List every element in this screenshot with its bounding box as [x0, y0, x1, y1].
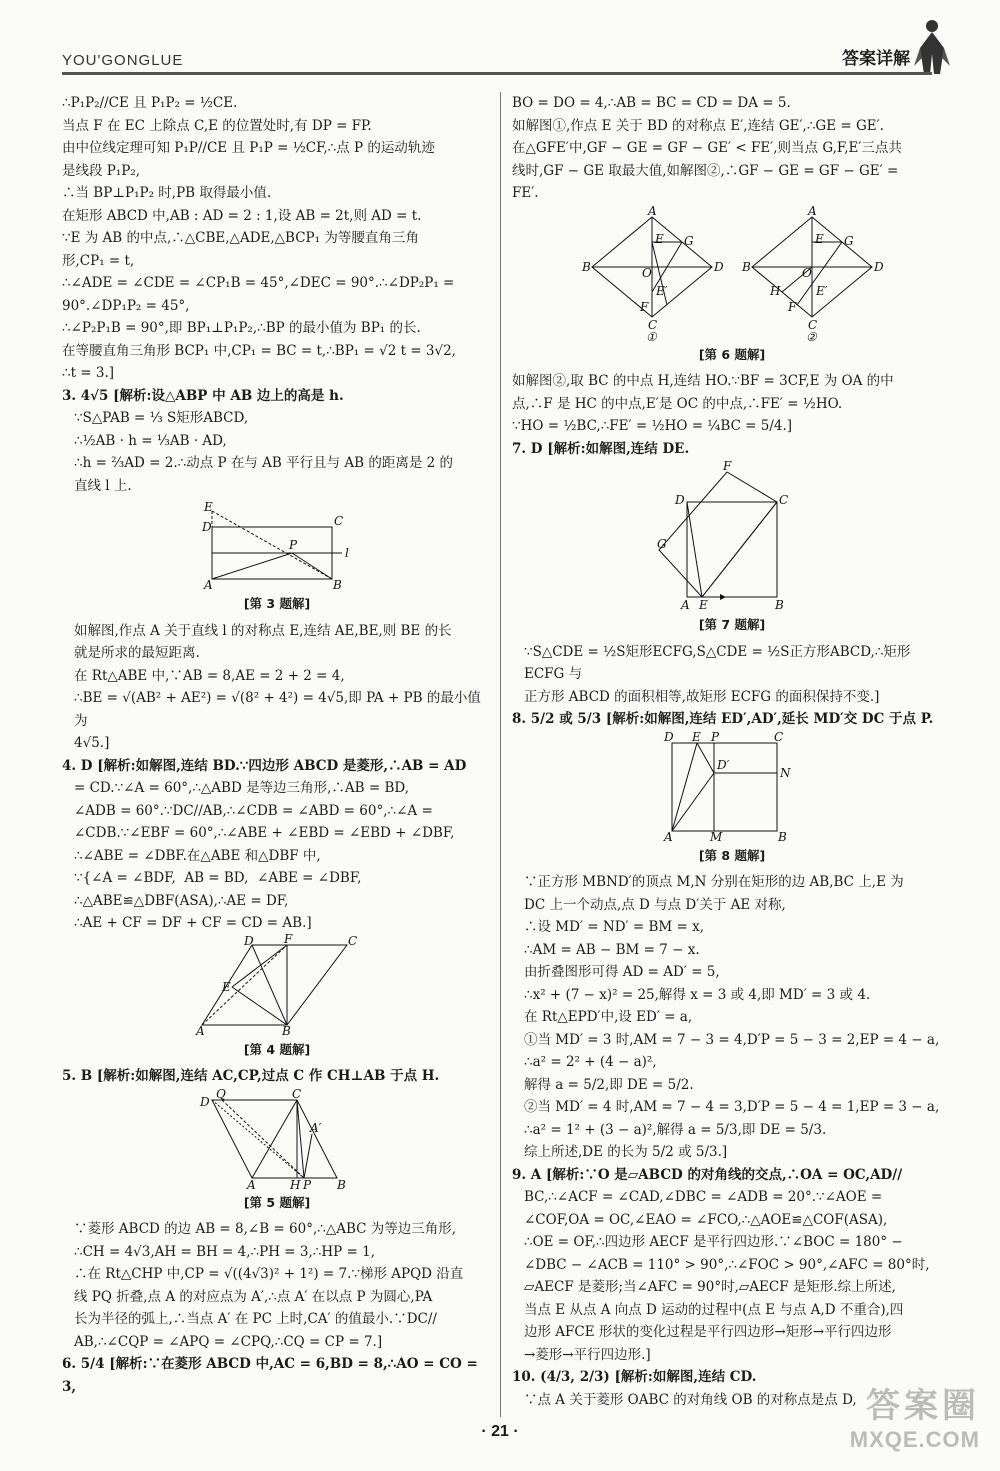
figure-caption: [第 6 题解]: [698, 346, 766, 362]
figure-q3: [197, 499, 357, 591]
question-6-heading: 6. 5/4 [解析:∵在菱形 ABCD 中,AC = 6,BD = 8,∴AO = CO = 3,: [62, 1356, 483, 1395]
text-line: ∴∠ADE = ∠CDE = ∠CP₁B = 45°,∠DEC = 90°.∴∠DP₂P₁ =: [62, 275, 455, 291]
label-H: H: [290, 1177, 301, 1192]
figure-caption: [第 5 题解]: [243, 1194, 311, 1210]
text-line: ∵E 为 AB 的中点,∴△CBE,△ADE,△BCP₁ 为等腰直角三角: [62, 230, 419, 246]
text-line: ∠ADB = 60°.∵DC//AB,∴∠CDB = ∠ABD = 60°,∴∠A =: [74, 802, 433, 819]
text-line: ▱AECF 是菱形;当∠AFC = 90°时,▱AECF 是矩形.综上所述,: [524, 1279, 896, 1295]
label-C: C: [334, 514, 344, 528]
text-line: 线 PQ 折叠,点 A 的对应点为 A′,∴点 A′ 在以点 P 为圆心,PA: [74, 1288, 433, 1305]
text-line: 如解图,作点 A 关于直线 l 的对称点 E,连结 AE,BE,则 BE 的长: [74, 622, 452, 639]
label-B: B: [778, 829, 787, 844]
label-F: F: [788, 299, 797, 314]
figure-caption: [第 3 题解]: [243, 596, 311, 611]
label-D: D: [664, 729, 674, 744]
label-O: O: [642, 265, 652, 280]
page-number: · 21 ·: [481, 1423, 519, 1440]
text-line: ∴当 BP⊥P₁P₂ 时,PB 取得最小值.: [62, 185, 272, 201]
text-line: 当点 E 从点 A 向点 D 运动的过程中(点 E 与点 A,D 不重合),四: [524, 1301, 904, 1318]
text-line: ∴P₁P₂//CE 且 P₁P₂ = ½CE.: [62, 95, 238, 111]
label-P: P: [303, 1177, 312, 1192]
label-C: C: [774, 729, 784, 744]
text-line: ∴∠P₂P₁B = 90°,即 BP₁⊥P₁P₂,∴BP 的最小值为 BP₁ 的长.: [62, 320, 421, 336]
text-line: ∵S△CDE = ½S矩形ECFG,S△CDE = ½S正方形ABCD,∴矩形 ECFG 与: [524, 643, 915, 682]
text-line: 在 Rt△EPD′中,设 ED′ = a,: [524, 1009, 693, 1025]
column-divider: [500, 92, 501, 1417]
text-line: ∵{∠A = ∠BDF, AB = BD, ∠ABE = ∠DBF, ∴△ABE≌△DBF(ASA),∴AE = DF,: [74, 870, 370, 909]
text-line: = CD.∵∠A = 60°,∴△ABD 是等边三角形,∴AB = BD,: [74, 780, 409, 796]
figure-q8: [662, 729, 802, 844]
text-line: DC 上一个动点,点 D 与点 D′关于 AE 对称,: [524, 896, 786, 913]
text-line: ∴OE = OF,∴四边形 AECF 是平行四边形.∵∠BOC = 180° −: [524, 1234, 903, 1250]
label-B: B: [742, 259, 751, 274]
label-A-prime: A′: [310, 1120, 322, 1135]
text-line: →菱形→平行四边形.]: [524, 1346, 651, 1363]
label-O: O: [802, 265, 812, 280]
text-line: 在等腰直角三角形 BCP₁ 中,CP₁ = BC = t,∴BP₁ = √2 t = 3√2,: [62, 342, 456, 359]
label-A: A: [808, 203, 817, 218]
label-B: B: [775, 598, 784, 612]
label-E: E: [699, 598, 708, 612]
text-line: 长为半径的弧上,∴当点 A′ 在 PC 上时,CA′ 的值最小.∵DC//: [74, 1311, 437, 1327]
figure-q7: [657, 459, 807, 612]
label-E: E: [655, 231, 664, 246]
label-C: C: [648, 317, 658, 332]
text-line: ∴∠ABE = ∠DBF.在△ABE 和△DBF 中,: [74, 847, 321, 864]
text-line: 综上所述,DE 的长为 5/2 或 5/3.]: [524, 1144, 728, 1160]
figure-q6-1: [581, 204, 724, 344]
figure-caption: [第 8 题解]: [698, 847, 766, 863]
text-line: 4√5.]: [74, 735, 110, 751]
label-C: C: [808, 317, 818, 332]
label-D: D: [874, 259, 884, 274]
text-line: ∴在 Rt△CHP 中,CP = √((4√3)² + 1²) = 7.∵梯形 APQD 沿直: [74, 1266, 464, 1282]
text-line: ∴½AB · h = ⅓AB · AD,: [74, 432, 227, 449]
text-line: 当点 F 在 EC 上除点 C,E 的位置处时,有 DP = FP.: [62, 117, 372, 134]
label-D-prime: D′: [717, 757, 730, 772]
text-line: AB,∴∠CQP = ∠APQ = ∠CPQ,∴CQ = CP = 7.]: [74, 1333, 383, 1350]
text-line: 解得 a = 5/2,即 DE = 5/2.: [524, 1076, 694, 1093]
label-M: M: [710, 829, 723, 844]
label-circled-2: ②: [806, 329, 817, 344]
text-line: 点,∴F 是 HC 的中点,E′是 OC 的中点,∴FE′ = ½HO.: [512, 395, 843, 412]
question-4-heading: 4. D [解析:如解图,连结 BD.∵四边形 ABCD 是菱形,∴AB = AD: [62, 757, 467, 774]
label-D: D: [675, 493, 685, 507]
figure-caption: [第 7 题解]: [698, 617, 766, 632]
label-E-prime: E′: [656, 283, 668, 298]
right-column: [512, 92, 952, 1411]
watermark-url: MXQE.COM: [849, 1427, 980, 1452]
text-line: 由折叠图形可得 AD = AD′ = 5,: [524, 964, 720, 980]
label-B: B: [333, 578, 342, 592]
label-P: P: [711, 729, 720, 744]
text-line: BO = DO = 4,∴AB = BC = CD = DA = 5.: [512, 95, 791, 111]
text-line: 在 Rt△ABE 中,∵AB = 8,AE = 2 + 2 = 4,: [74, 667, 345, 684]
label-B: B: [337, 1177, 346, 1192]
text-line: ∴a² = 1² + (3 − a)²,解得 a = 5/3,即 DE = 5/3.: [524, 1121, 827, 1138]
label-circled-1: ①: [646, 329, 657, 344]
label-Q: Q: [216, 1086, 226, 1101]
text-line: 就是所求的最短距离.: [74, 645, 200, 661]
left-column: [62, 92, 492, 1398]
question-7-heading: 7. D [解析:如解图,连结 DE.: [512, 440, 690, 457]
text-line: 正方形 ABCD 的面积相等,故矩形 ECFG 的面积保持不变.]: [524, 688, 880, 705]
text-line: ∴a² = 2² + (4 − a)²,: [524, 1054, 657, 1070]
label-F: F: [284, 931, 293, 946]
question-9-heading: 9. A [解析:∵O 是▱ABCD 的对角线的交点,∴OA = OC,AD//: [512, 1166, 903, 1183]
text-line: ∴设 MD′ = ND′ = BM = x,: [524, 919, 705, 935]
label-G: G: [657, 537, 667, 551]
label-E: E: [204, 500, 213, 514]
text-line: 线时,GF − GE 取最大值,如解图②,∴GF − GE = GF − GE′ =: [512, 162, 899, 179]
text-line: 由中位线定理可知 P₁P//CE 且 P₁P = ½CF,∴点 P 的运动轨迹: [62, 140, 435, 156]
label-A: A: [204, 578, 213, 592]
text-line: ∵正方形 MBND′的顶点 M,N 分别在矩形的边 AB,BC 上,E 为: [524, 874, 904, 890]
text-line: ∴x² + (7 − x)² = 25,解得 x = 3 或 4,即 MD′ = 3 或 4.: [524, 986, 871, 1003]
label-F: F: [723, 459, 732, 473]
figure-q6: [582, 203, 884, 344]
label-G: G: [844, 233, 854, 248]
text-line: ∴AM = AB − BM = 7 − x.: [524, 941, 700, 958]
figure-q4: [192, 931, 362, 1038]
text-line: 是线段 P₁P₂,: [62, 162, 141, 179]
figure-q6-2: [741, 204, 884, 344]
text-line: ∴AE + CF = DF + CF = CD = AB.]: [74, 915, 312, 931]
hero-figure-icon: [912, 18, 952, 76]
text-line: FE′.: [512, 185, 539, 201]
text-line: ∠CDB.∵∠EBF = 60°,∴∠ABE + ∠EBD = ∠EBD + ∠DBF,: [74, 825, 455, 841]
label-H: H: [770, 283, 781, 298]
text-line: ∵点 A 关于菱形 OABC 的对角线 OB 的对称点是点 D,: [524, 1391, 857, 1408]
label-E: E: [222, 979, 231, 994]
label-A: A: [664, 829, 673, 844]
text-line: 直线 l 上.: [74, 477, 132, 494]
text-line: 在矩形 ABCD 中,AB : AD = 2 : 1,设 AB = 2t,则 AD = t.: [62, 207, 422, 224]
label-E: E: [815, 231, 824, 246]
watermark: [850, 1378, 980, 1453]
label-F: F: [640, 299, 649, 314]
text-line: 如解图②,取 BC 的中点 H,连结 HO.∵BF = 3CF,E 为 OA 的中: [512, 373, 894, 389]
text-line: ∵S△PAB = ⅓ S矩形ABCD,: [74, 410, 249, 426]
text-line: ∴t = 3.]: [62, 365, 115, 381]
label-G: G: [684, 233, 694, 248]
text-line: ∵HO = ½BC,∴FE′ = ½HO = ¼BC = 5/4.]: [512, 418, 793, 434]
header-title: 答案详解: [842, 49, 910, 69]
question-3-heading: 3. 4√5 [解析:设△ABP 中 AB 边上的高是 h.: [62, 387, 344, 404]
header-rule: [62, 72, 932, 75]
label-N: N: [780, 765, 791, 780]
label-C: C: [292, 1086, 302, 1101]
watermark-logo: 答案圈: [866, 1387, 980, 1425]
text-line: 形,CP₁ = t,: [62, 252, 135, 269]
label-A: A: [648, 203, 657, 218]
text-line: 90°.∠DP₁P₂ = 45°,: [62, 297, 190, 314]
text-line: 边形 AFCE 形状的变化过程是平行四边形→矩形→平行四边形: [524, 1324, 892, 1340]
text-line: ∠COF,OA = OC,∠EAO = ∠FCO,∴△AOE≌△COF(ASA),: [524, 1211, 888, 1228]
label-C: C: [779, 493, 789, 507]
text-line: ①当 MD′ = 3 时,AM = 7 − 3 = 4,D′P = 5 − 3 = 2,EP = 4 − a,: [524, 1031, 940, 1048]
label-A: A: [196, 1023, 205, 1038]
text-line: ∴BE = √(AB² + AE²) = √(8² + 4²) = 4√5,即 PA + PB 的最小值为: [74, 690, 481, 729]
label-E-prime: E′: [816, 283, 828, 298]
question-10-heading: 10. (4/3, 2/3) [解析:如解图,连结 CD.: [512, 1369, 757, 1385]
label-B: B: [582, 259, 591, 274]
label-C: C: [348, 933, 358, 948]
text-line: ②当 MD′ = 4 时,AM = 7 − 4 = 3,D′P = 5 − 4 = 1,EP = 3 − a,: [524, 1099, 940, 1115]
brand-label: YOU'GONGLUE: [62, 52, 184, 69]
text-line: ∠DBC − ∠ACB = 110° > 90°,∴∠FOC > 90°,∠AFC = 80°时,: [524, 1256, 930, 1273]
label-D: D: [714, 259, 724, 274]
label-A: A: [247, 1177, 256, 1192]
text-line: ∵菱形 ABCD 的边 AB = 8,∠B = 60°,∴△ABC 为等边三角形,: [74, 1221, 457, 1237]
text-line: 在△GFE′中,GF − GE = GF − GE′ < FE′,则当点 G,F,E′三点共: [512, 140, 902, 156]
label-B: B: [282, 1023, 291, 1038]
label-l: l: [345, 546, 349, 560]
figure-q5: [192, 1086, 362, 1192]
question-5-heading: 5. B [解析:如解图,连结 AC,CP,过点 C 作 CH⊥AB 于点 H.: [62, 1068, 440, 1084]
label-D: D: [244, 933, 254, 948]
text-line: 如解图①,作点 E 关于 BD 的对称点 E′,连结 GE′,∴GE = GE′.: [512, 117, 884, 134]
label-P: P: [289, 538, 298, 552]
label-D: D: [200, 1094, 210, 1109]
text-line: ∴CH = 4√3,AH = BH = 4,∴PH = 3,∴HP = 1,: [74, 1243, 375, 1260]
text-line: ∴h = ⅔AD = 2.∴动点 P 在与 AB 平行且与 AB 的距离是 2 的: [74, 455, 454, 471]
figure-caption: [第 4 题解]: [243, 1041, 311, 1057]
label-D: D: [202, 520, 212, 534]
text-line: BC,∴∠ACF = ∠CAD,∠DBC = ∠ADB = 20°.∵∠AOE =: [524, 1189, 883, 1205]
question-8-heading: 8. 5/2 或 5/3 [解析:如解图,连结 ED′,AD′,延长 MD′交 DC 于点 P.: [512, 711, 934, 727]
label-E: E: [692, 729, 701, 744]
label-A: A: [681, 598, 690, 612]
page-header: [0, 0, 1000, 80]
